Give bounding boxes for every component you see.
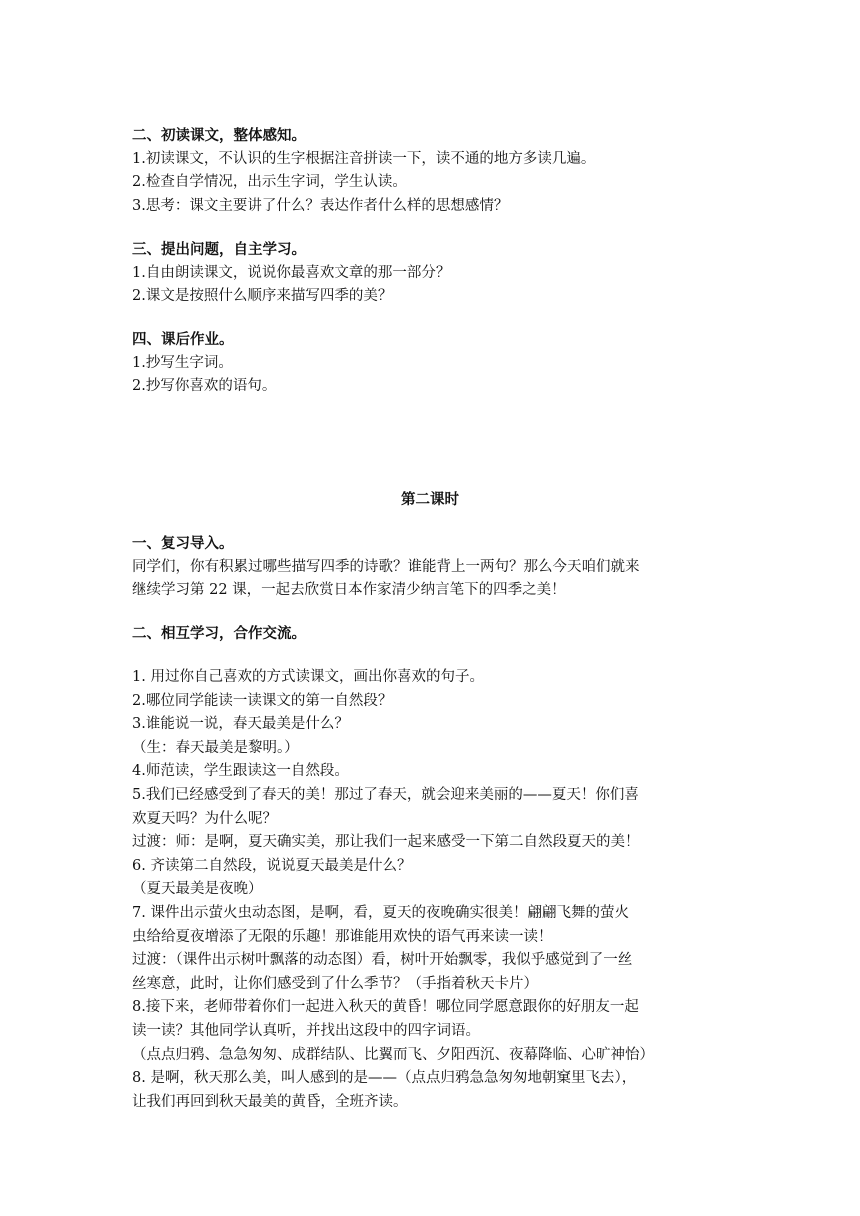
paragraph-line: 2.哪位同学能读一读课文的第一自然段？ xyxy=(132,692,393,709)
paragraph-line: 2.抄写你喜欢的语句。 xyxy=(132,378,277,395)
section-cooperate-steps xyxy=(132,666,732,1114)
paragraph-line: 2.检查自学情况，出示生字词，学生认读。 xyxy=(132,174,407,191)
paragraph-line: 2.课文是按照什么顺序来描写四季的美？ xyxy=(132,288,393,305)
paragraph-line: 3.谁能说一说，春天最美是什么？ xyxy=(132,716,349,733)
paragraph-line: 4.师范读，学生跟读这一自然段。 xyxy=(132,763,349,780)
lesson-title: 第二课时 xyxy=(401,491,459,508)
paragraph-line: 1.自由朗读课文，说说你最喜欢文章的那一部分？ xyxy=(132,264,451,281)
paragraph-line: 6. 齐读第二自然段，说说夏天最美是什么？ xyxy=(132,857,412,874)
paragraph-line: 7. 课件出示萤火虫动态图，是啊，看，夏天的夜晚确实很美！翩翩飞舞的萤火 xyxy=(132,904,629,921)
section-cooperate-heading xyxy=(132,622,732,646)
paragraph-line: 5.我们已经感受到了春天的美！那过了春天，就会迎来美丽的——夏天！你们喜 xyxy=(132,786,639,803)
paragraph-line: 1.初读课文，不认识的生字根据注音拼读一下，读不通的地方多读几遍。 xyxy=(132,150,596,167)
section-first-reading xyxy=(132,124,732,218)
section-homework xyxy=(132,328,732,399)
section-heading: 二、相互学习，合作交流。 xyxy=(132,625,306,642)
paragraph-line: 读一读？其他同学认真听，并找出这段中的四字词语。 xyxy=(132,1022,480,1039)
section-heading: 三、提出问题，自主学习。 xyxy=(132,241,306,258)
section-questions xyxy=(132,238,732,309)
section-heading: 一、复习导入。 xyxy=(132,535,234,552)
paragraph-line: 过渡：（课件出示树叶飘落的动态图）看，树叶开始飘零，我似乎感觉到了一丝 xyxy=(132,952,633,969)
paragraph-line: 虫给给夏夜增添了无限的乐趣！那谁能用欢快的语气再来读一读！ xyxy=(132,928,553,945)
paragraph-line: （点点归鸦、急急匆匆、成群结队、比翼而飞、夕阳西沉、夜幕降临、心旷神怡） xyxy=(132,1046,654,1063)
paragraph-line: 3.思考：课文主要讲了什么？表达作者什么样的思想感情？ xyxy=(132,197,509,214)
paragraph-line: 同学们，你有积累过哪些描写四季的诗歌？谁能背上一两句？那么今天咱们就来 xyxy=(132,558,640,575)
paragraph-line: 欢夏天吗？为什么呢？ xyxy=(132,810,277,827)
paragraph-line: 1.抄写生字词。 xyxy=(132,354,233,371)
paragraph-line: 继续学习第 22 课，一起去欣赏日本作家清少纳言笔下的四季之美！ xyxy=(132,582,566,599)
section-heading: 二、初读课文，整体感知。 xyxy=(132,127,306,144)
section-review xyxy=(132,532,732,603)
paragraph-line: 让我们再回到秋天最美的黄昏，全班齐读。 xyxy=(132,1093,408,1110)
paragraph-line: 过渡：师：是啊，夏天确实美，那让我们一起来感受一下第二自然段夏天的美！ xyxy=(132,834,640,851)
paragraph-line: 8. 是啊，秋天那么美，叫人感到的是——（点点归鸦急急匆匆地朝窠里飞去）， xyxy=(132,1070,637,1087)
paragraph-line: 1. 用过你自己喜欢的方式读课文，画出你喜欢的句子。 xyxy=(132,669,484,685)
paragraph-line: 8.接下来，老师带着你们一起进入秋天的黄昏！哪位同学愿意跟你的好朋友一起 xyxy=(132,999,639,1016)
paragraph-line: 丝寒意，此时，让你们感受到了什么季节？（手指着秋天卡片） xyxy=(132,975,538,992)
paragraph-line: （生：春天最美是黎明。） xyxy=(132,739,299,756)
paragraph-line: （夏天最美是夜晚） xyxy=(132,881,263,898)
section-heading: 四、课后作业。 xyxy=(132,331,234,348)
